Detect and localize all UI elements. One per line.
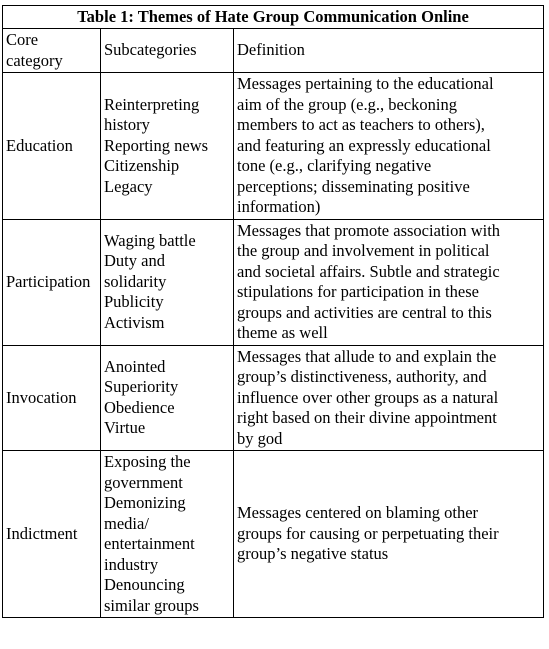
definition-line: right based on their divine appointment bbox=[237, 408, 497, 427]
definition-line: and societal affairs. Subtle and strategic bbox=[237, 261, 500, 281]
definition-line: Messages centered on blaming other bbox=[237, 503, 479, 523]
header-row bbox=[3, 29, 544, 73]
definition-line: perceptions; disseminating positive bbox=[237, 176, 470, 196]
definition-line: group’s distinctiveness, authority, and bbox=[237, 367, 487, 386]
table-row bbox=[3, 73, 544, 220]
definition-line: influence over other groups as a natural bbox=[237, 387, 499, 407]
definition-line: groups for causing or perpetuating their bbox=[237, 523, 499, 543]
table-body bbox=[3, 73, 544, 618]
table-row bbox=[3, 451, 544, 618]
definition-cell bbox=[234, 345, 544, 451]
core-category-cell: Invocation bbox=[3, 345, 101, 451]
table-title: Table 1: Themes of Hate Group Communication Online bbox=[3, 6, 544, 29]
subcategory-line: similar groups bbox=[104, 595, 199, 615]
definition-line: and featuring an expressly educational bbox=[237, 135, 491, 155]
definition-line: information) bbox=[237, 197, 321, 216]
subcategory-line: Exposing the bbox=[104, 452, 191, 471]
header-subcategories: Subcategories bbox=[101, 29, 234, 73]
subcategory-line: Legacy bbox=[104, 176, 153, 196]
definition-line: members to act as teachers to others), bbox=[237, 115, 485, 134]
subcategory-line: Demonizing bbox=[104, 493, 186, 512]
subcategory-line: Denouncing bbox=[104, 575, 185, 594]
core-category-cell: Education bbox=[3, 73, 101, 220]
subcategory-line: history bbox=[104, 115, 150, 134]
definition-cell bbox=[234, 73, 544, 220]
subcategory-line: Virtue bbox=[104, 418, 146, 438]
title-row bbox=[3, 6, 544, 29]
themes-table bbox=[2, 5, 544, 618]
definition-line: the group and involvement in political bbox=[237, 241, 490, 260]
subcategory-line: government bbox=[104, 472, 183, 492]
subcategory-line: Waging battle bbox=[104, 230, 196, 250]
table-row bbox=[3, 219, 544, 345]
definition-line: Messages that allude to and explain the bbox=[237, 346, 497, 366]
subcategories-cell bbox=[101, 219, 234, 345]
subcategory-line: Anointed bbox=[104, 356, 166, 376]
header-core-category bbox=[3, 29, 101, 73]
subcategories-cell bbox=[101, 451, 234, 618]
definition-line: theme as well bbox=[237, 323, 328, 342]
subcategories-cell bbox=[101, 73, 234, 220]
definition-line: tone (e.g., clarifying negative bbox=[237, 156, 432, 175]
subcategory-line: Superiority bbox=[104, 377, 179, 397]
subcategory-line: entertainment bbox=[104, 534, 195, 553]
core-category-cell: Indictment bbox=[3, 451, 101, 618]
subcategory-line: Activism bbox=[104, 312, 165, 332]
subcategory-line: solidarity bbox=[104, 271, 167, 291]
definition-line: stipulations for participation in these bbox=[237, 282, 479, 301]
subcategory-line: Publicity bbox=[104, 292, 164, 312]
definition-line: Messages that promote association with bbox=[237, 220, 501, 240]
subcategories-cell bbox=[101, 345, 234, 451]
core-category-cell: Participation bbox=[3, 219, 101, 345]
header-core-line-1: Core bbox=[6, 30, 39, 49]
definition-line: group’s negative status bbox=[237, 544, 389, 564]
definition-line: Messages pertaining to the educational bbox=[237, 74, 494, 93]
subcategory-line: industry bbox=[104, 554, 159, 574]
subcategory-line: Reinterpreting bbox=[104, 94, 200, 114]
definition-line: aim of the group (e.g., beckoning bbox=[237, 94, 457, 114]
definition-cell bbox=[234, 219, 544, 345]
header-core-line-2: category bbox=[6, 50, 63, 70]
definition-line: groups and activities are central to this bbox=[237, 302, 492, 322]
table-row bbox=[3, 345, 544, 451]
definition-line: by god bbox=[237, 428, 283, 448]
subcategory-line: media/ bbox=[104, 513, 149, 533]
subcategory-line: Obedience bbox=[104, 397, 175, 417]
subcategory-line: Citizenship bbox=[104, 156, 180, 175]
subcategory-line: Reporting news bbox=[104, 135, 209, 155]
header-definition: Definition bbox=[234, 29, 544, 73]
definition-cell bbox=[234, 451, 544, 618]
subcategory-line: Duty and bbox=[104, 251, 165, 271]
